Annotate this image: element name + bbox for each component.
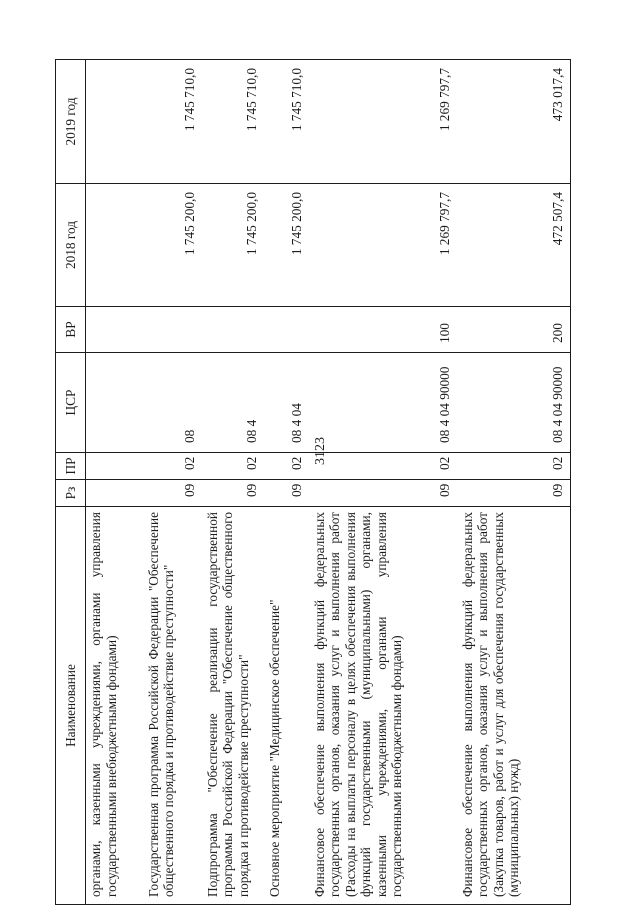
- row-rz: 09: [144, 480, 203, 507]
- header-2018: 2018 год: [56, 184, 86, 307]
- table-row: [203, 60, 265, 905]
- table-row: [265, 60, 310, 905]
- row-2018: 1 269 797,7: [310, 184, 458, 307]
- row-2019: 473 017,4: [458, 60, 571, 184]
- header-pr: ПР: [56, 453, 86, 480]
- row-rz: 09: [203, 480, 265, 507]
- row-2019: 1 269 797,7: [310, 60, 458, 184]
- row-2018: 1 745 200,0: [144, 184, 203, 307]
- rotated-table-container: [55, 60, 569, 905]
- row-vr: [265, 307, 310, 353]
- row-2019: [86, 60, 144, 184]
- row-csr: 08 4: [203, 353, 265, 453]
- row-pr: 02: [310, 453, 458, 480]
- row-pr: 02: [203, 453, 265, 480]
- row-name: органами, казенными учреждениями, органами управления государственными внебюджетными фондами): [86, 507, 144, 905]
- row-vr: [203, 307, 265, 353]
- row-vr: 100: [310, 307, 458, 353]
- row-pr: 02: [265, 453, 310, 480]
- row-vr: [144, 307, 203, 353]
- header-rz: Рз: [56, 480, 86, 507]
- table-row: [144, 60, 203, 905]
- row-vr: [86, 307, 144, 353]
- row-csr: [86, 353, 144, 453]
- row-rz: [86, 480, 144, 507]
- row-name: Финансовое обеспечение выполнения функций федеральных государственных органов, оказания услуг и выполнения работ (Закупка товаров, работ и услуг для обеспечения государственных (муниципальных) нужд): [458, 507, 571, 905]
- row-rz: 09: [310, 480, 458, 507]
- table-header-row: [56, 60, 86, 905]
- row-pr: [86, 453, 144, 480]
- budget-table: [55, 59, 571, 905]
- row-name: Основное мероприятие "Медицинское обеспечение": [265, 507, 310, 905]
- row-csr: 08 4 04 90000: [310, 353, 458, 453]
- row-2019: 1 745 710,0: [203, 60, 265, 184]
- row-2019: 1 745 710,0: [144, 60, 203, 184]
- row-2018: 1 745 200,0: [203, 184, 265, 307]
- row-csr: 08: [144, 353, 203, 453]
- row-2019: 1 745 710,0: [265, 60, 310, 184]
- row-pr: 02: [144, 453, 203, 480]
- row-2018: [86, 184, 144, 307]
- row-name: Подпрограмма "Обеспечение реализации государственной программы Российской Федерации "Обеспечение общественного порядка и противодействие преступности": [203, 507, 265, 905]
- row-2018: 1 745 200,0: [265, 184, 310, 307]
- row-csr: 08 4 04: [265, 353, 310, 453]
- header-2019: 2019 год: [56, 60, 86, 184]
- header-name: Наименование: [56, 507, 86, 905]
- table-row: [458, 60, 571, 905]
- table-row: [310, 60, 458, 905]
- table-row: [86, 60, 144, 905]
- page-number: 3123: [313, 437, 328, 465]
- row-rz: 09: [458, 480, 571, 507]
- row-rz: 09: [265, 480, 310, 507]
- row-pr: 02: [458, 453, 571, 480]
- row-vr: 200: [458, 307, 571, 353]
- row-name: Финансовое обеспечение выполнения функций федеральных государственных органов, оказания услуг и выполнения работ (Расходы на выплаты персоналу в целях обеспечения выполнения функций государственными (муниципальными) органами, казенными учреждениями, органами управления государственными внебюджетными фондами): [310, 507, 458, 905]
- header-csr: ЦСР: [56, 353, 86, 453]
- header-vr: ВР: [56, 307, 86, 353]
- row-2018: 472 507,4: [458, 184, 571, 307]
- row-name: Государственная программа Российской Федерации "Обеспечение общественного порядка и противодействие преступности": [144, 507, 203, 905]
- row-csr: 08 4 04 90000: [458, 353, 571, 453]
